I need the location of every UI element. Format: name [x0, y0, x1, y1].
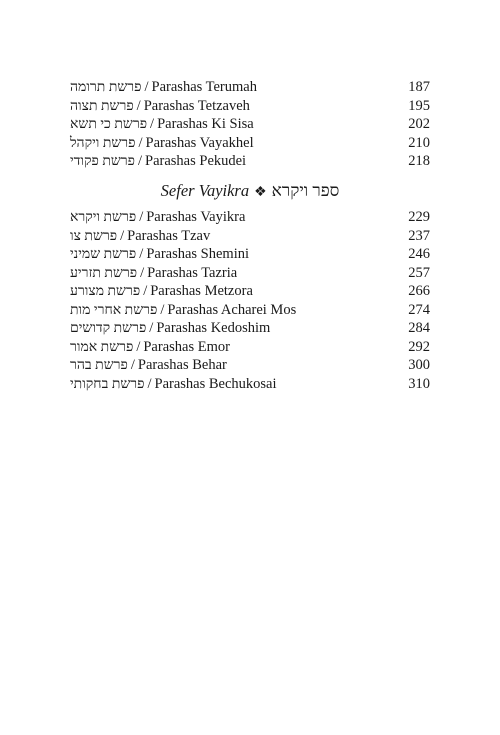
title-separator: /: [143, 283, 148, 299]
toc-list-vayikra: [70, 208, 430, 393]
toc-entry-title: [70, 282, 253, 302]
hebrew-title: פרשת מצורע: [70, 284, 141, 299]
title-separator: /: [139, 246, 144, 262]
hebrew-title: פרשת תרומה: [70, 80, 142, 95]
english-title: Parashas Tzav: [127, 227, 211, 244]
page-number: 237: [408, 227, 430, 244]
page-number: 210: [408, 134, 430, 151]
toc-row[interactable]: [70, 338, 430, 357]
ornament-icon: ❖: [254, 185, 267, 200]
title-separator: /: [150, 116, 155, 132]
toc-row[interactable]: [70, 97, 430, 116]
toc-entry-title: [70, 152, 246, 172]
page-number: 187: [408, 79, 430, 95]
hebrew-title: פרשת קדושים: [70, 321, 147, 336]
hebrew-title: פרשת תזריע: [70, 265, 138, 281]
toc-entry-title: [70, 78, 257, 98]
toc-row[interactable]: [70, 115, 430, 134]
page-number: 246: [408, 246, 430, 262]
page-number: 274: [408, 301, 430, 318]
english-title: Parashas Acharei Mos: [167, 301, 297, 318]
page-number: 310: [408, 375, 430, 392]
section-heading: [0, 180, 500, 204]
title-separator: /: [144, 79, 149, 95]
hebrew-title: פרשת כי תשא: [70, 117, 148, 132]
toc-entry-title: [70, 115, 254, 135]
title-separator: /: [130, 357, 135, 373]
toc-entry-title: [70, 134, 254, 154]
toc-entry-title: [70, 245, 249, 265]
page-number: 266: [408, 283, 430, 299]
english-title: Parashas Pekudei: [145, 153, 247, 169]
title-separator: /: [137, 153, 143, 169]
page-number: 257: [408, 264, 430, 281]
english-title: Parashas Terumah: [151, 79, 257, 95]
english-title: Parashas Vayakhel: [145, 134, 254, 151]
toc-entry-title: [70, 338, 230, 358]
hebrew-title: פרשת תצוה: [70, 98, 134, 114]
english-title: Parashas Vayikra: [146, 209, 246, 225]
toc-entry-title: [70, 227, 210, 247]
hebrew-title: פרשת אמור: [70, 339, 134, 355]
hebrew-title: פרשת צו: [70, 228, 118, 244]
english-title: Parashas Tetzaveh: [143, 97, 250, 114]
toc-row[interactable]: [70, 375, 430, 394]
english-title: Parashas Tazria: [147, 264, 238, 281]
title-separator: /: [136, 97, 141, 114]
english-title: Parashas Bechukosai: [154, 375, 277, 392]
english-title: Parashas Behar: [137, 357, 227, 373]
section-title-hebrew: ספר ויקרא: [271, 181, 340, 200]
page-number: 218: [408, 153, 430, 169]
toc-row[interactable]: [70, 301, 430, 320]
toc-entry-title: [70, 301, 296, 321]
hebrew-title: פרשת שמיני: [70, 247, 137, 262]
toc-row[interactable]: [70, 319, 430, 338]
toc-entry-title: [70, 356, 227, 376]
page-number: 292: [408, 338, 430, 355]
title-separator: /: [147, 375, 152, 392]
toc-row[interactable]: [70, 356, 430, 375]
english-title: Parashas Kedoshim: [156, 320, 271, 336]
toc-row[interactable]: [70, 208, 430, 227]
hebrew-title: פרשת בחקותי: [70, 376, 145, 392]
hebrew-title: פרשת ויקהל: [70, 135, 136, 151]
title-separator: /: [136, 338, 141, 355]
english-title: Parashas Ki Sisa: [157, 116, 254, 132]
toc-row[interactable]: [70, 245, 430, 264]
hebrew-title: פרשת אחרי מות: [70, 302, 158, 318]
page-number: 202: [408, 116, 430, 132]
section-title-english: Sefer Vayikra: [160, 181, 250, 200]
toc-entry-title: [70, 208, 245, 228]
hebrew-title: פרשת ויקרא: [70, 210, 137, 225]
page-number: 229: [408, 209, 430, 225]
english-title: Parashas Shemini: [146, 246, 250, 262]
page-number: 284: [408, 320, 430, 336]
toc-entry-title: [70, 264, 237, 284]
page-number: 195: [408, 97, 430, 114]
toc-row[interactable]: [70, 134, 430, 153]
toc-row[interactable]: [70, 78, 430, 97]
title-separator: /: [120, 227, 125, 244]
title-separator: /: [160, 301, 165, 318]
toc-entry-title: [70, 375, 277, 395]
page-number: 300: [408, 357, 430, 373]
hebrew-title: פרשת בהר: [70, 358, 128, 373]
hebrew-title: פרשת פקודי: [70, 154, 135, 169]
title-separator: /: [140, 264, 145, 281]
title-separator: /: [149, 320, 154, 336]
toc-entry-title: [70, 97, 250, 117]
toc-row[interactable]: [70, 264, 430, 283]
toc-row[interactable]: [70, 227, 430, 246]
title-separator: /: [139, 209, 144, 225]
toc-entry-title: [70, 319, 270, 339]
toc-row[interactable]: [70, 152, 430, 171]
title-separator: /: [138, 134, 143, 151]
toc-list-shemos: [70, 78, 430, 171]
english-title: Parashas Emor: [143, 338, 230, 355]
toc-row[interactable]: [70, 282, 430, 301]
english-title: Parashas Metzora: [150, 283, 253, 299]
